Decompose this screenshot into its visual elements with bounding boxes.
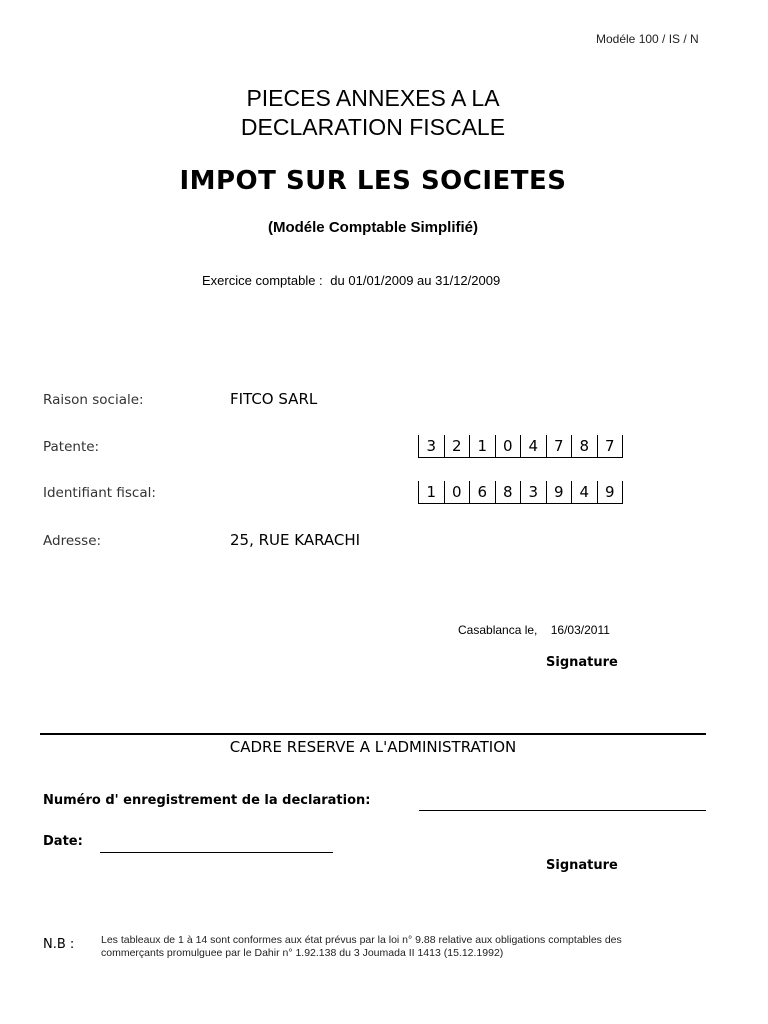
digit-box: 7 [547, 435, 573, 457]
section-divider [40, 733, 706, 735]
fiscal-period [202, 273, 504, 288]
signature-label: Signature [546, 655, 618, 670]
place-label: Casablanca le, [458, 623, 538, 637]
nb-text [101, 934, 701, 960]
subtitle: (Modéle Comptable Simplifié) [267, 219, 478, 236]
place-date [458, 623, 610, 637]
patente-digit-boxes [418, 435, 623, 458]
nb-text-line-2: commerçants promulguee par le Dahir n° 1.92.138 du 3 Joumada II 1413 (15.12.1992) [101, 947, 504, 959]
digit-box: 9 [598, 481, 624, 503]
title-line-1: PIECES ANNEXES A LA [246, 85, 500, 111]
digit-box: 0 [445, 481, 471, 503]
digit-box: 1 [470, 435, 496, 457]
fiscal-id-digit-boxes [418, 481, 623, 504]
admin-signature-label: Signature [546, 858, 618, 873]
digit-box: 1 [419, 481, 445, 503]
digit-box: 2 [445, 435, 471, 457]
fiscal-period-label: Exercice comptable : [202, 273, 323, 288]
signature-date: 16/03/2011 [550, 623, 610, 637]
admin-date-field[interactable] [100, 852, 333, 853]
digit-box: 3 [419, 435, 445, 457]
registration-number-field[interactable] [419, 810, 706, 811]
address-label: Adresse: [43, 533, 102, 549]
fiscal-id-label: Identifiant fiscal: [43, 485, 156, 501]
digit-box: 0 [496, 435, 522, 457]
title-line-2: DECLARATION FISCALE [240, 114, 506, 140]
digit-box: 3 [521, 481, 547, 503]
digit-box: 8 [572, 435, 598, 457]
admin-section-title: CADRE RESERVE A L'ADMINISTRATION [229, 738, 517, 756]
main-title: IMPOT SUR LES SOCIETES [179, 166, 567, 196]
patente-label: Patente: [43, 439, 100, 455]
digit-box: 4 [521, 435, 547, 457]
digit-box: 4 [572, 481, 598, 503]
model-reference: Modéle 100 / IS / N [596, 32, 699, 46]
fiscal-period-value: du 01/01/2009 au 31/12/2009 [330, 273, 501, 288]
admin-date-label: Date: [43, 834, 83, 849]
address-value: 25, RUE KARACHI [230, 531, 361, 549]
digit-box: 9 [547, 481, 573, 503]
company-name-label: Raison sociale: [43, 392, 144, 408]
company-name-value: FITCO SARL [230, 390, 318, 408]
registration-number-label: Numéro d' enregistrement de la declaration: [43, 793, 371, 808]
digit-box: 8 [496, 481, 522, 503]
nb-label: N.B : [43, 937, 75, 952]
digit-box: 7 [598, 435, 624, 457]
digit-box: 6 [470, 481, 496, 503]
nb-text-line-1: Les tableaux de 1 à 14 sont conformes aux état prévus par la loi n° 9.88 relative aux obligations comptables des [101, 934, 622, 946]
